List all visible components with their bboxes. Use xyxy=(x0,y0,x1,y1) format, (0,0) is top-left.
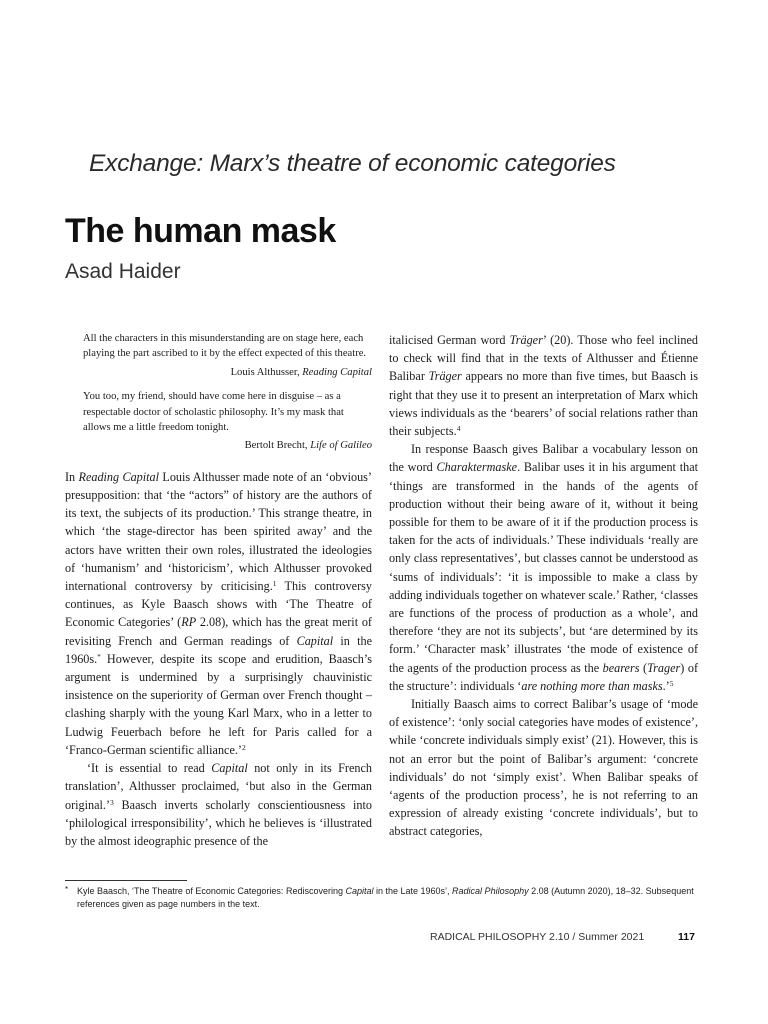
text-run: italicised German word xyxy=(389,333,510,347)
epigraph-brecht xyxy=(83,389,372,454)
epigraph-quote: You too, my friend, should have come here in disguise – as a respectable doctor of scholastic philosophy. It’s my mask that allows me a little freedom tonight. xyxy=(83,391,344,434)
text-run: ) of the structure’: individuals ‘ xyxy=(389,660,699,693)
body-paragraph xyxy=(389,331,698,440)
text-run: 2.08), which has the great merit of revisiting French and German readings of xyxy=(65,615,372,648)
footnote xyxy=(65,885,698,911)
text-run: ’ (20). Those who feel inclined to check will find that in the texts of Althusser and Étienne Balibar xyxy=(389,333,698,384)
text-run: However, despite its scope and erudition, Baasch’s argument is undermined by a surprisingly chauvinistic insistence on the superiority of German over French thought – clashing sharply with the young Karl Marx, who in a letter to Ludwig Feuerbach before he left for Paris called for a ‘Franco-German scientific alliance.’ xyxy=(65,651,372,757)
attribution-name: Bertolt Brecht, xyxy=(244,440,311,452)
text-run: Louis Althusser made note of an ‘obvious’ presupposition: that ‘the “actors” of history are the authors of its text, the subjects of its production.’ This strange theatre, in which ‘the stage-director has been spirited away’ and the actors have written their own roles, illustrated the ideologies of ‘humanism’ and ‘historicism’, which Althusser provoked international controversy by criticising. xyxy=(65,469,372,594)
text-run: not only in its French translation’, Althusser proclaimed, ‘but also in the German original.’ xyxy=(65,761,372,812)
text-run: in the Late 1960s’, xyxy=(373,886,453,896)
epigraph-attribution xyxy=(83,438,372,453)
text-run-italic: Capital xyxy=(211,761,248,776)
endnote-ref[interactable]: 4 xyxy=(456,424,461,434)
text-run: In xyxy=(65,469,79,484)
right-column xyxy=(389,331,698,841)
text-run: Kyle Baasch, ‘The Theatre of Economic Categories: Rediscovering xyxy=(77,886,346,896)
epigraph-attribution xyxy=(83,365,372,380)
text-run: .’ xyxy=(662,678,670,693)
text-run-italic: Radical Philosophy xyxy=(452,886,529,896)
text-run-italic: Trager xyxy=(647,660,681,675)
body-paragraph xyxy=(65,468,372,759)
text-run-italic: RP xyxy=(181,615,197,630)
text-run-italic: Träger xyxy=(509,333,543,347)
text-run-italic: bearers xyxy=(602,660,640,675)
text-run: appears no more than five times, but Baasch is right that they use it to present an interpretation of Marx which views individuals as the ‘bearers’ of social relations rather than their subjects. xyxy=(389,369,698,439)
text-run-italic: Reading Capital xyxy=(78,469,160,484)
left-column xyxy=(65,331,372,850)
section-kicker: Exchange: Marx’s theatre of economic categories xyxy=(89,150,616,177)
text-run: 2.08 (Autumn 2020), 18–32. Subsequent references given as page numbers in the text. xyxy=(77,886,694,909)
endnote-ref[interactable]: 2 xyxy=(241,742,246,752)
endnote-ref[interactable]: 3 xyxy=(110,797,114,807)
body-paragraph xyxy=(389,440,698,695)
text-run-italic: Träger xyxy=(428,369,462,384)
footnote-rule xyxy=(65,880,187,881)
attribution-name: Louis Althusser, xyxy=(230,366,303,378)
running-footer: RADICAL PHILOSOPHY 2.10 / Summer 2021 xyxy=(430,931,645,943)
epigraph-quote: All the characters in this misunderstanding are on stage here, each playing the part ascribed to it by the effect expected of this theatre. xyxy=(83,333,367,360)
text-run: ‘It is essential to read xyxy=(87,761,212,776)
endnote-ref[interactable]: 1 xyxy=(272,579,277,589)
text-run-italic: Charaktermaske xyxy=(436,460,518,475)
text-run: Initially Baasch aims to correct Balibar’s usage of ‘mode of existence’: ‘only social categories have modes of existence’, while ‘concrete individuals simply exist’ (21). However, this is not an error but the point of Balibar’s argument: ‘concrete individuals’ do not ‘simply exist’. When Balibar speaks of ‘agents of the production process’, he is not referring to an expression of already existing ‘concrete individuals’, but to abstract categories, xyxy=(389,697,698,839)
epigraphs xyxy=(65,331,372,454)
page-number: 117 xyxy=(678,931,695,943)
text-run: In response Baasch gives Balibar a vocabulary lesson on the word xyxy=(389,442,698,475)
article-author: Asad Haider xyxy=(65,260,181,283)
footnote-text xyxy=(77,885,698,911)
article-title: The human mask xyxy=(65,212,336,250)
text-run-italic: are nothing more than masks xyxy=(521,678,663,693)
body-paragraph xyxy=(65,759,372,850)
attribution-work: Life of Galileo xyxy=(310,440,372,452)
text-run: ( xyxy=(639,660,648,675)
text-run-italic: Capital xyxy=(345,886,374,896)
attribution-work: Reading Capital xyxy=(302,366,372,378)
text-run: . Balibar uses it in his argument that ‘things are transformed in the hands of the agents of production without their being aware of it, without it being possible for them to be aware of it if the production process is taken for the acts of individuals.’ These individuals ‘really are only class representatives’, but classes cannot be understood as ‘sums of individuals’: ‘it is impossible to make a class by adding individuals together on whatever scale.’ Rather, ‘classes are functions of the process of production as a whole’, and therefore ‘they are not its subjects’, but ‘are determined by its form.’ ‘Character mask’ illustrates ‘the mode of existence of the agents of the production process as the xyxy=(389,460,698,675)
text-run-italic: Capital xyxy=(296,633,334,648)
footnote-ref[interactable]: * xyxy=(97,651,101,661)
text-run: This controversy continues, as Kyle Baasch shows with ‘The Theatre of Economic Categories’ ( xyxy=(65,579,372,630)
text-run: in the 1960s. xyxy=(65,633,372,666)
footnote-mark: * xyxy=(65,885,69,894)
body-paragraph xyxy=(389,695,698,841)
epigraph-althusser xyxy=(83,331,372,380)
text-run: Baasch inverts scholarly conscientiousness into ‘philological irresponsibility’, which he believes is ‘illustrated by the almost ideographic presence of the xyxy=(65,797,372,848)
endnote-ref[interactable]: 5 xyxy=(669,678,674,688)
